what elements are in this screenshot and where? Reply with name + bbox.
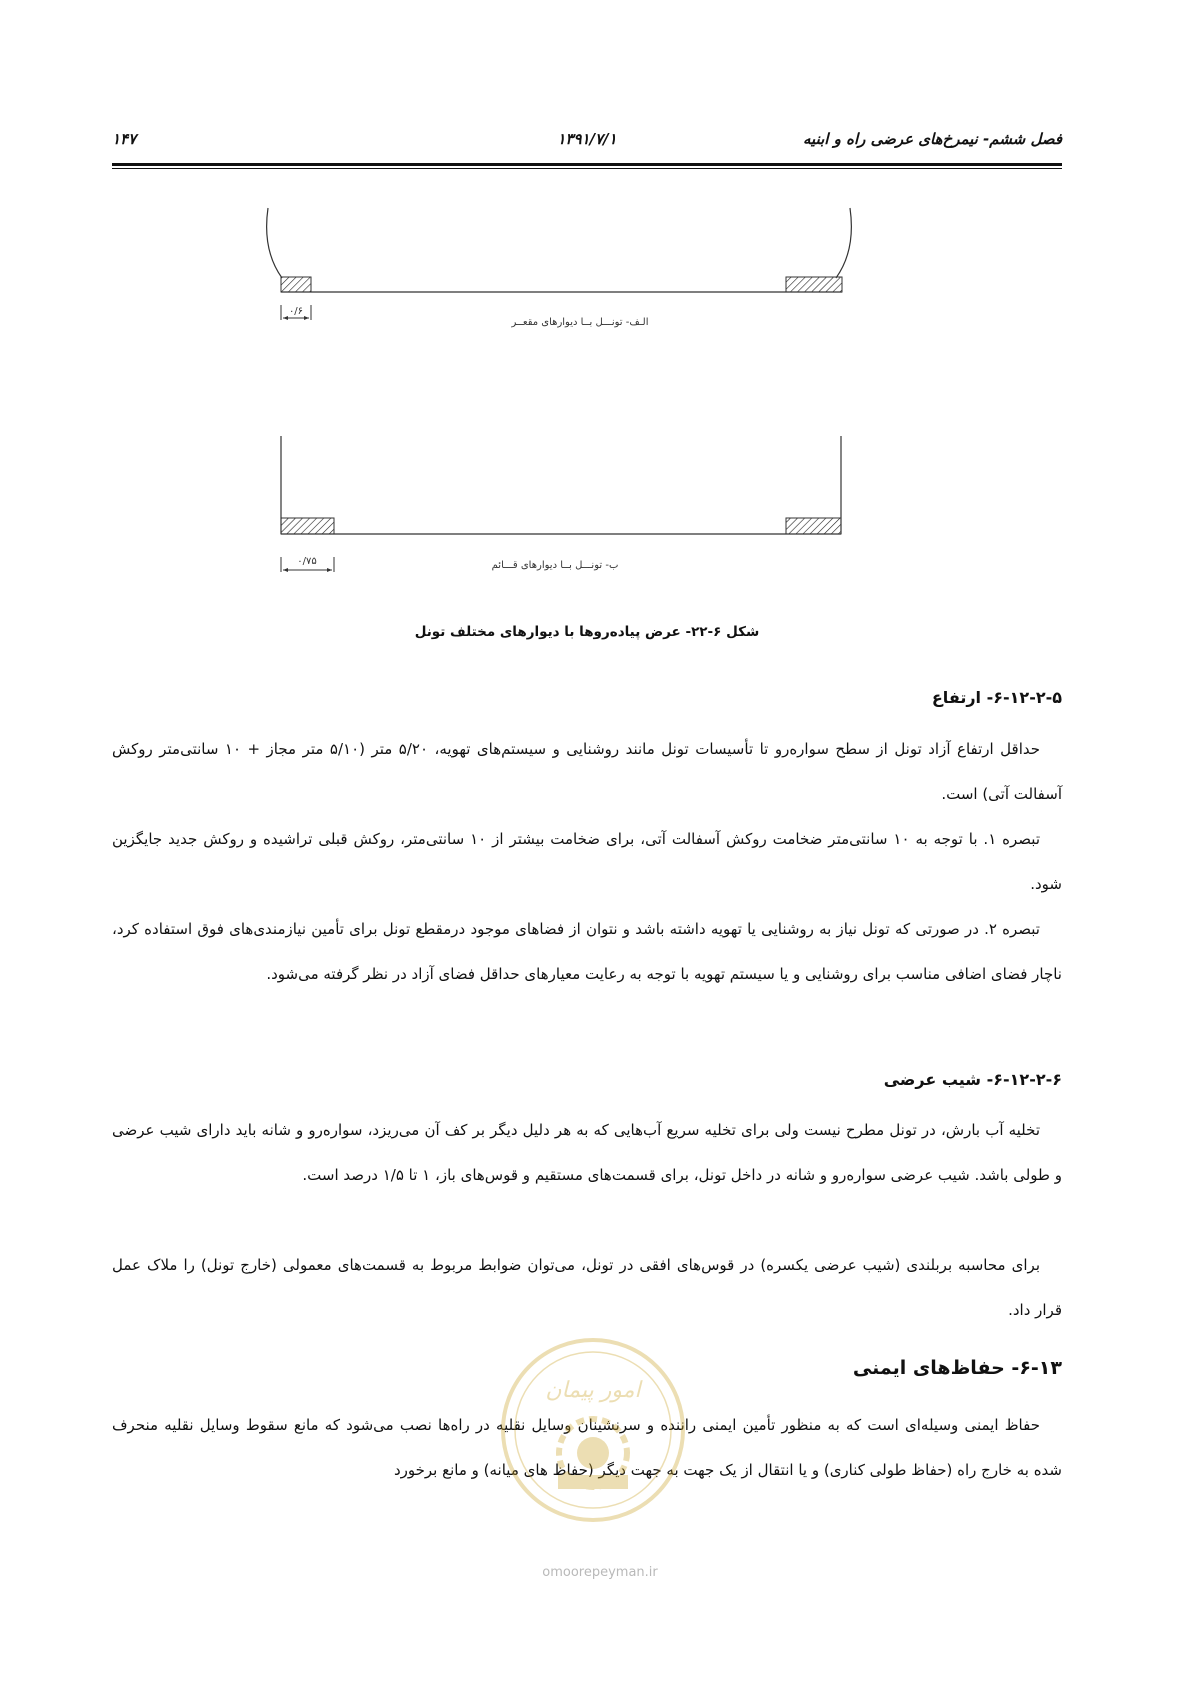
tunnel-sidewalk-figure bbox=[0, 0, 1190, 650]
header-date: ۱۳۹۱/۷/۱ bbox=[557, 130, 617, 148]
paragraph-text: حداقل ارتفاع آزاد تونل از سطح سواره‌رو تا تأسیسات تونل مانند روشنایی و سیستم‌های تهویه، ۵/۲۰ متر (۵/۱۰ متر مجاز + ۱۰ سانتی‌متر روکش آسفالت آتی) است. bbox=[112, 740, 1062, 803]
watermark-seal-icon bbox=[498, 1335, 688, 1525]
page-number: ۱۴۷ bbox=[112, 130, 137, 148]
figure-caption: شکل ۶-۲۲- عرض پیاده‌روها با دیوارهای مختلف تونل bbox=[414, 624, 760, 640]
section-heading-crossfall: ۶-۱۲-۲-۶- شیب عرضی bbox=[883, 1070, 1062, 1089]
part-b-dimension: ۰/۷۵ bbox=[297, 556, 317, 567]
paragraph-crossfall-2 bbox=[112, 1243, 1062, 1333]
part-a-dimension: ۰/۶ bbox=[288, 306, 304, 317]
part-b-label: ب- تونـــل بــا دیوارهای قـــائم bbox=[491, 560, 619, 571]
paragraph-text: تخلیه آب بارش، در تونل مطرح نیست ولی برای تخلیه سریع آب‌هایی که به هر دلیل دیگر بر کف آن می‌ریزد، سواره‌رو و شانه باید دارای شیب عرضی و طولی باشد. شیب عرضی سواره‌رو و شانه در داخل تونل، برای قسمت‌های مستقیم و قوس‌های باز، ۱ تا ۱/۵ درصد است. bbox=[112, 1121, 1062, 1184]
paragraph-text: تبصره ۱. با توجه به ۱۰ سانتی‌متر ضخامت روکش آسفالت آتی، برای ضخامت بیشتر از ۱۰ سانتی‌متر، روکش قبلی تراشیده و روکش جدید جایگزین شود. bbox=[112, 830, 1062, 893]
part-a-label: الـف- تونـــل بــا دیوارهای مقعــر bbox=[511, 317, 649, 328]
paragraph-text: تبصره ۲. در صورتی که تونل نیاز به روشنایی یا تهویه داشته باشد و نتوان از فضاهای موجود درمقطع تونل برای تأمین نیازمندی‌های فوق استفاده کرد، ناچار فضای اضافی مناسب برای روشنایی و یا سیستم تهویه با توجه به رعایت معیارهای حداقل فضای آزاد در نظر گرفته می‌شود. bbox=[112, 920, 1062, 983]
note-2 bbox=[112, 907, 1062, 997]
paragraph-height bbox=[112, 727, 1062, 817]
right-concave-wall bbox=[836, 208, 851, 278]
figure-part-a bbox=[267, 208, 852, 328]
paragraph-crossfall-1 bbox=[112, 1108, 1062, 1198]
paragraph-text: حفاظ ایمنی وسیله‌ای است که به منظور تأمین ایمنی راننده و سرنشینان وسایل نقلیه در راه‌ها نصب می‌شود که مانع سقوط وسایل نقلیه منحرف شده به خارج راه (حفاظ طولی کناری) و یا انتقال از یک جهت به جهت دیگر (حفاظ های میانه) و مانع برخورد bbox=[112, 1416, 1062, 1479]
left-sidewalk-hatch bbox=[281, 518, 334, 534]
section-heading-barriers: ۶-۱۳- حفاظ‌های ایمنی bbox=[852, 1357, 1062, 1379]
note-1 bbox=[112, 817, 1062, 907]
chapter-title: فصل ششم- نیمرخ‌های عرضی راه و ابنیه bbox=[803, 130, 1062, 148]
seal-text: امور پیمان bbox=[545, 1378, 641, 1403]
left-sidewalk-hatch bbox=[281, 277, 311, 292]
right-sidewalk-hatch bbox=[786, 518, 841, 534]
right-sidewalk-hatch bbox=[786, 277, 842, 292]
paragraph-text: برای محاسبه بربلندی (شیب عرضی یکسره) در قوس‌های افقی در تونل، می‌توان ضوابط مربوط به قسمت‌های معمولی (خارج تونل) را ملاک عمل قرار داد. bbox=[112, 1256, 1062, 1319]
watermark-url: omoorepeyman.ir bbox=[542, 1565, 658, 1580]
section-heading-height: ۶-۱۲-۲-۵- ارتفاع bbox=[931, 688, 1062, 707]
figure-part-b bbox=[281, 436, 841, 572]
left-concave-wall bbox=[267, 208, 282, 278]
